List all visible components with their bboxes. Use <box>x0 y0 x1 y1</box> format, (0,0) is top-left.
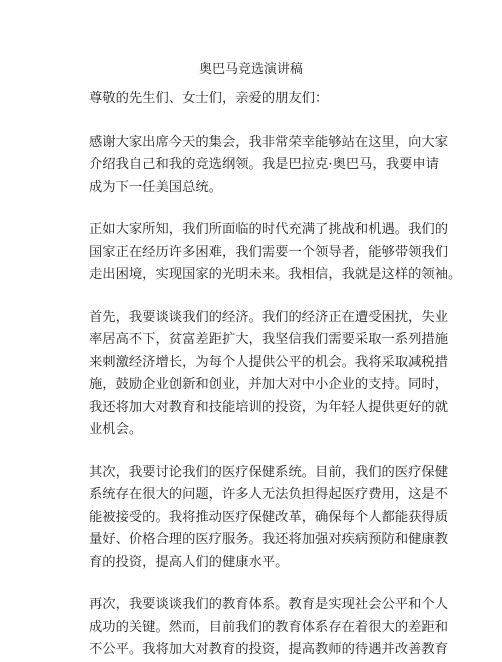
paragraph-line: 首先，我要谈谈我们的经济。我们的经济正在遭受困扰，失业 <box>89 309 449 325</box>
paragraph-line: 能被接受的。我将推动医疗保健改革，确保每个人都能获得质 <box>89 509 449 525</box>
economy-paragraph <box>89 307 449 442</box>
greeting-paragraph <box>89 88 411 111</box>
document-title: 奥巴马竞选演讲稿 <box>198 62 303 77</box>
healthcare-paragraph <box>89 462 449 575</box>
paragraph-line: 介绍我自己和我的竞选纲领。我是巴拉克·奥巴马，我要申请 <box>89 157 439 172</box>
paragraph-line: 感谢大家出席今天的集会，我非常荣幸能够站在这里，向大家 <box>89 134 449 150</box>
paragraph-line: 正如大家所知，我们所面临的时代充满了挑战和机遇。我们的 <box>89 222 449 237</box>
paragraph-line: 施，鼓励企业创新和创业，并加大对中小企业的支持。同时， <box>89 377 449 392</box>
paragraph-line: 再次，我要谈谈我们的教育体系。教育是实现社会公平和个人 <box>89 597 449 612</box>
paragraph-line: 量好、价格合理的医疗服务。我还将加强对疾病预防和健康教 <box>89 532 449 547</box>
paragraph-line: 走出困境，实现国家的光明未来。我相信，我就是这样的领袖。 <box>89 267 462 282</box>
paragraph-line: 我还将加大对教育和技能培训的投资，为年轻人提供更好的就 <box>89 399 449 415</box>
paragraph-line: 来刺激经济增长，为每个人提供公平的机会。我将采取减税措 <box>89 354 449 370</box>
paragraph-line: 成为下一任美国总统。 <box>89 179 222 195</box>
paragraph-line: 成功的关键。然而，目前我们的教育体系存在着很大的差距和 <box>89 619 449 635</box>
paragraph-line: 其次，我要讨论我们的医疗保健系统。目前，我们的医疗保健 <box>89 464 449 480</box>
intro-paragraph <box>89 132 449 200</box>
paragraph-line: 不公平。我将加大对教育的投资，提高教师的待遇并改善教育 <box>89 642 449 657</box>
paragraph-line: 率居高不下，贫富差距扩大，我坚信我们需要采取一系列措施 <box>89 332 449 347</box>
paragraph-line: 国家正在经历许多困难，我们需要一个领导者，能够带领我们 <box>89 244 449 260</box>
paragraph-line: 尊敬的先生们、女士们，亲爱的朋友们： <box>89 91 329 106</box>
education-paragraph <box>89 594 449 662</box>
paragraph-line: 育的投资，提高人们的健康水平。 <box>89 554 289 570</box>
paragraph-line: 业机会。 <box>89 422 143 437</box>
challenges-paragraph <box>89 219 462 287</box>
paragraph-line: 系统存在很大的问题，许多人无法负担得起医疗费用，这是不 <box>89 487 449 502</box>
